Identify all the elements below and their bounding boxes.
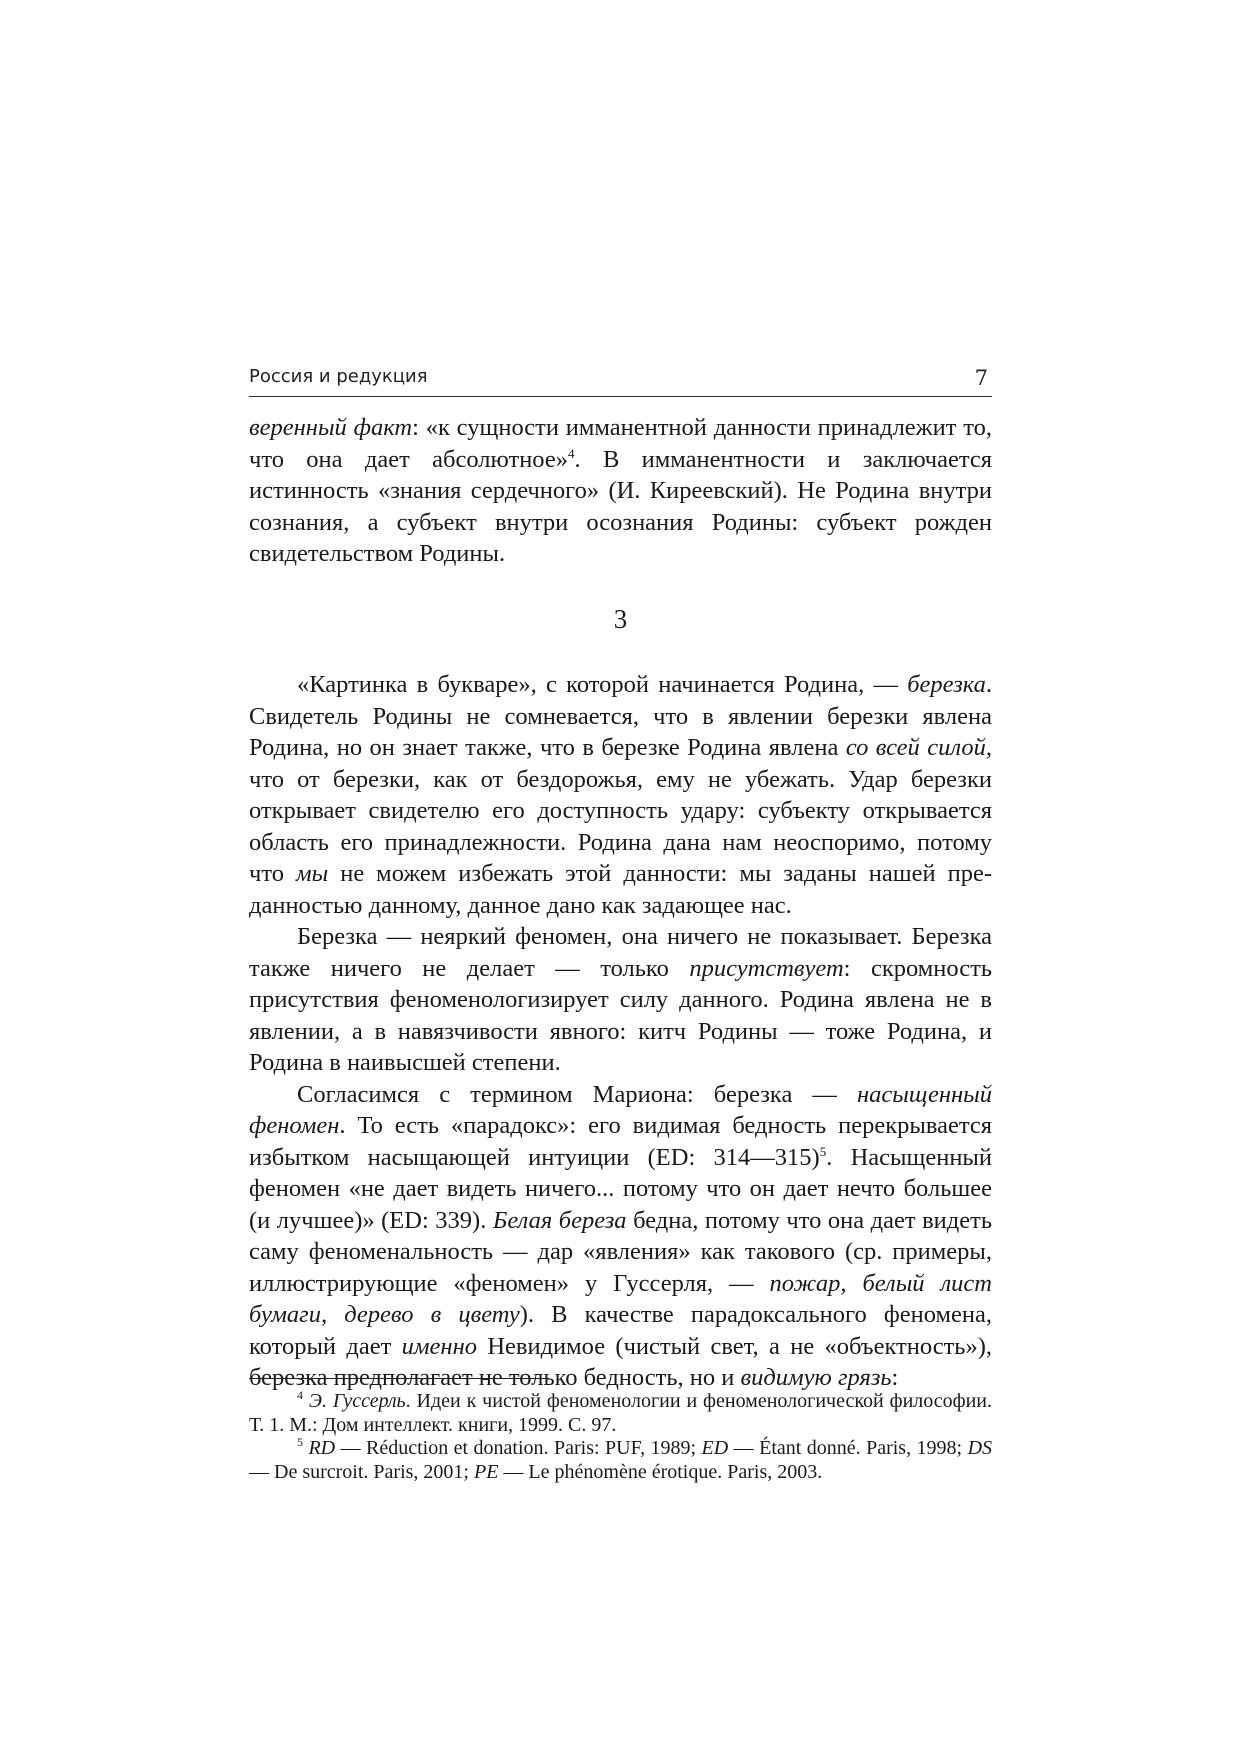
text-run: не можем избежать этой данности: мы заданы нашей пре-данностью данному, данное дано как задающее нас. xyxy=(249,860,992,919)
text-run: «Картинка в букваре», с которой начинается Родина, — xyxy=(297,671,908,698)
text-run: , что от березки, как от бездорожья, ему не убежать. Удар березки открывает свидетелю его доступность удару: субъекту открывается область его принадлежности. Родина дана нам неоспоримо, потому что xyxy=(249,734,992,887)
italic-phrase: пожар, белый лист бумаги, дерево в цвету xyxy=(249,1269,993,1328)
abbr-pe: PE xyxy=(473,1460,499,1483)
italic-phrase: березка xyxy=(907,671,986,698)
footnote-5 xyxy=(249,1437,992,1484)
abbr-ed: ED xyxy=(701,1437,729,1459)
paragraph xyxy=(249,1079,992,1394)
footnote-ref-5[interactable]: 5 xyxy=(819,1143,827,1159)
paragraph xyxy=(249,921,992,1079)
italic-author: Э. Гуссерль xyxy=(308,1390,406,1412)
text-run: : скромность присутствия феноменологизирует силу данного. Родина явлена не в явлении, а в навязчивости явного: китч Родины — тоже Родина, и Родина в наивысшей степени. xyxy=(249,954,992,1076)
main-text xyxy=(249,412,992,1394)
footnote-4 xyxy=(249,1390,992,1437)
text-run: . То есть «парадокс»: его видимая бедность перекрывается избытком насыщающей интуиции (ED: 314—315) xyxy=(249,1112,992,1171)
text-run: Березка — неяркий феномен, она ничего не показывает. Березка также ничего не делает — только xyxy=(249,923,992,982)
footnote-text: — Réduction et donation. Paris: PUF, 1989; xyxy=(335,1437,702,1459)
abbr-rd: RD xyxy=(308,1437,336,1459)
italic-phrase: со всей силой xyxy=(845,734,986,761)
text-run: бедна, потому что она дает видеть саму феноменальность — дар «явления» как такового (ср. примеры, иллюстрирующие «феномен» у Гуссерля, — xyxy=(249,1206,992,1297)
italic-phrase: присутствует xyxy=(689,954,844,982)
footnote-text: — Le phénomène érotique. Paris, 2003. xyxy=(498,1460,823,1483)
footnote-text: — Étant donné. Paris, 1998; xyxy=(728,1437,968,1459)
text-run: Согласимся с термином Мариона: березка — xyxy=(297,1080,857,1108)
text-run: ). В качестве парадоксального феномена, который дает xyxy=(249,1301,992,1360)
italic-phrase: Белая береза xyxy=(492,1206,627,1234)
footnote-ref-4[interactable]: 4 xyxy=(567,445,575,461)
italic-phrase: именно xyxy=(401,1332,477,1360)
italic-phrase: веренный факт xyxy=(249,414,413,441)
page-number: 7 xyxy=(974,366,988,390)
text-run: : «к сущности имманентной данности принадлежит то, что она дает абсолютное» xyxy=(249,414,992,473)
text-run: : xyxy=(891,1364,899,1391)
footnote-text: . Идеи к чистой феноменологии и феноменологической философии. Т. 1. М.: Дом интеллект. книги, 1999. С. 97. xyxy=(249,1390,993,1436)
text-run: . В имманентности и заключается истинность «знания сердечного» (И. Киреевский). Не Родина внутри сознания, а субъект внутри осознания Родины: субъект рожден свидетельством Родины. xyxy=(249,445,992,567)
paragraph-continued xyxy=(249,412,992,570)
section-number: 3 xyxy=(613,603,628,634)
italic-phrase: видимую грязь xyxy=(740,1364,892,1391)
italic-phrase: мы xyxy=(295,860,329,887)
running-title: Россия и редукция xyxy=(249,366,428,387)
footnotes xyxy=(249,1390,992,1484)
footnote-number: 5 xyxy=(297,1435,303,1449)
footnote-number: 4 xyxy=(297,1388,303,1402)
footnote-text: — De surcroit. Paris, 2001; xyxy=(249,1460,474,1483)
text-run: . Свидетель Родины не сомневается, что в явлении березки явлена Родина, но он знает также, что в березке Родина явлена xyxy=(249,671,992,761)
text-run: Невидимое (чистый свет, а не «объектность»), березка предполагает не только бедность, но и xyxy=(249,1332,992,1391)
paragraph xyxy=(249,669,992,921)
abbr-ds: DS xyxy=(967,1437,993,1459)
italic-phrase: насыщенный феномен xyxy=(249,1080,992,1139)
footnote-divider xyxy=(249,1378,549,1379)
text-run: . Насыщенный феномен «не дает видеть ничего... потому что он дает нечто большее (и лучшее)» (ED: 339). xyxy=(249,1143,993,1234)
running-header xyxy=(249,362,992,397)
